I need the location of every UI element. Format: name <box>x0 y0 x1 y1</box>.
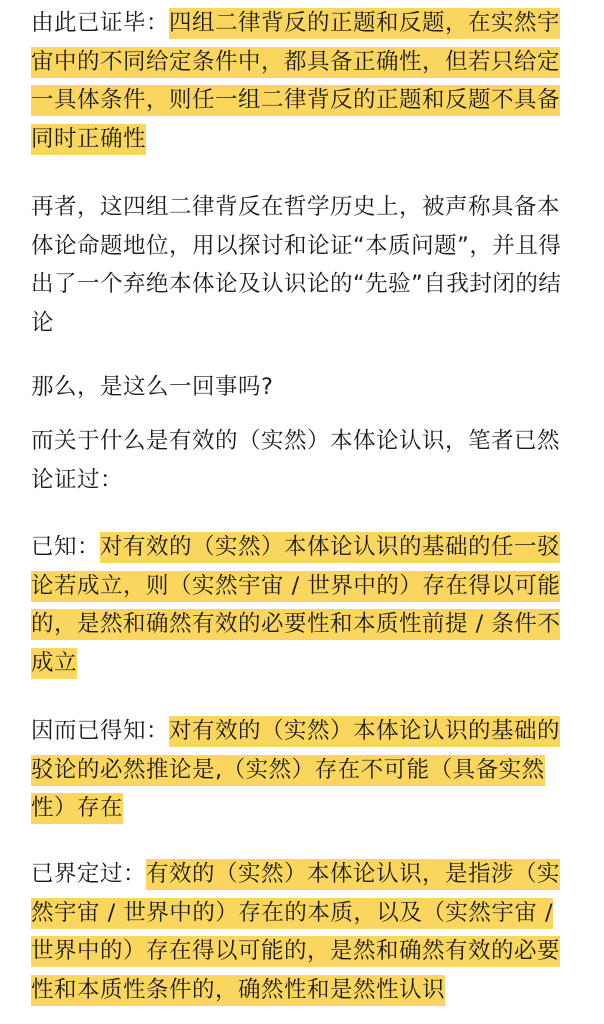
highlighted-text: 对有效的（实然）本体论认识的基础的任一驳论若成立，则（实然宇宙 / 世界中的）存在得以可能的，是然和确然有效的必要性和本质性前提 / 条件不成立 <box>31 532 560 679</box>
highlighted-text: 对有效的（实然）本体论认识的基础的驳论的必然推论是,（实然）存在不可能（具备实然性）存在 <box>31 716 560 824</box>
paragraph-lead: 已界定过： <box>31 861 147 887</box>
paragraph-question: 那么，是这么一回事吗? <box>31 374 274 400</box>
highlighted-text: 有效的（实然）本体论认识，是指涉（实然宇宙 / 世界中的）存在的本质，以及（实然宇宙 / 世界中的）存在得以可能的，是然和确然有效的必要性和本质性条件的，确然性和是然性认识 <box>31 859 560 1006</box>
highlighted-text: 四组二律背反的正题和反题，在实然宇宙中的不同给定条件中，都具备正确性，但若只给定一具体条件，则任一组二律背反的正题和反题不具备同时正确性 <box>31 8 560 155</box>
paragraph-conclusion <box>31 4 576 159</box>
paragraph-known <box>31 528 576 683</box>
paragraph-lead: 已知： <box>31 534 101 560</box>
paragraph-lead: 因而已得知： <box>31 718 170 744</box>
paragraph-definition <box>31 855 576 1010</box>
paragraph-inference <box>31 712 576 828</box>
paragraph-furthermore: 再者，这四组二律背反在哲学历史上，被声称具备本体论命题地位，用以探讨和论证“本质问题”，并且得出了一个弃绝本体论及认识论的“先验”自我封闭的结论 <box>31 194 562 337</box>
paragraph-lead: 由此已证毕： <box>31 10 170 36</box>
paragraph-intro: 而关于什么是有效的（实然）本体论认识，笔者已然论证过： <box>31 428 561 493</box>
